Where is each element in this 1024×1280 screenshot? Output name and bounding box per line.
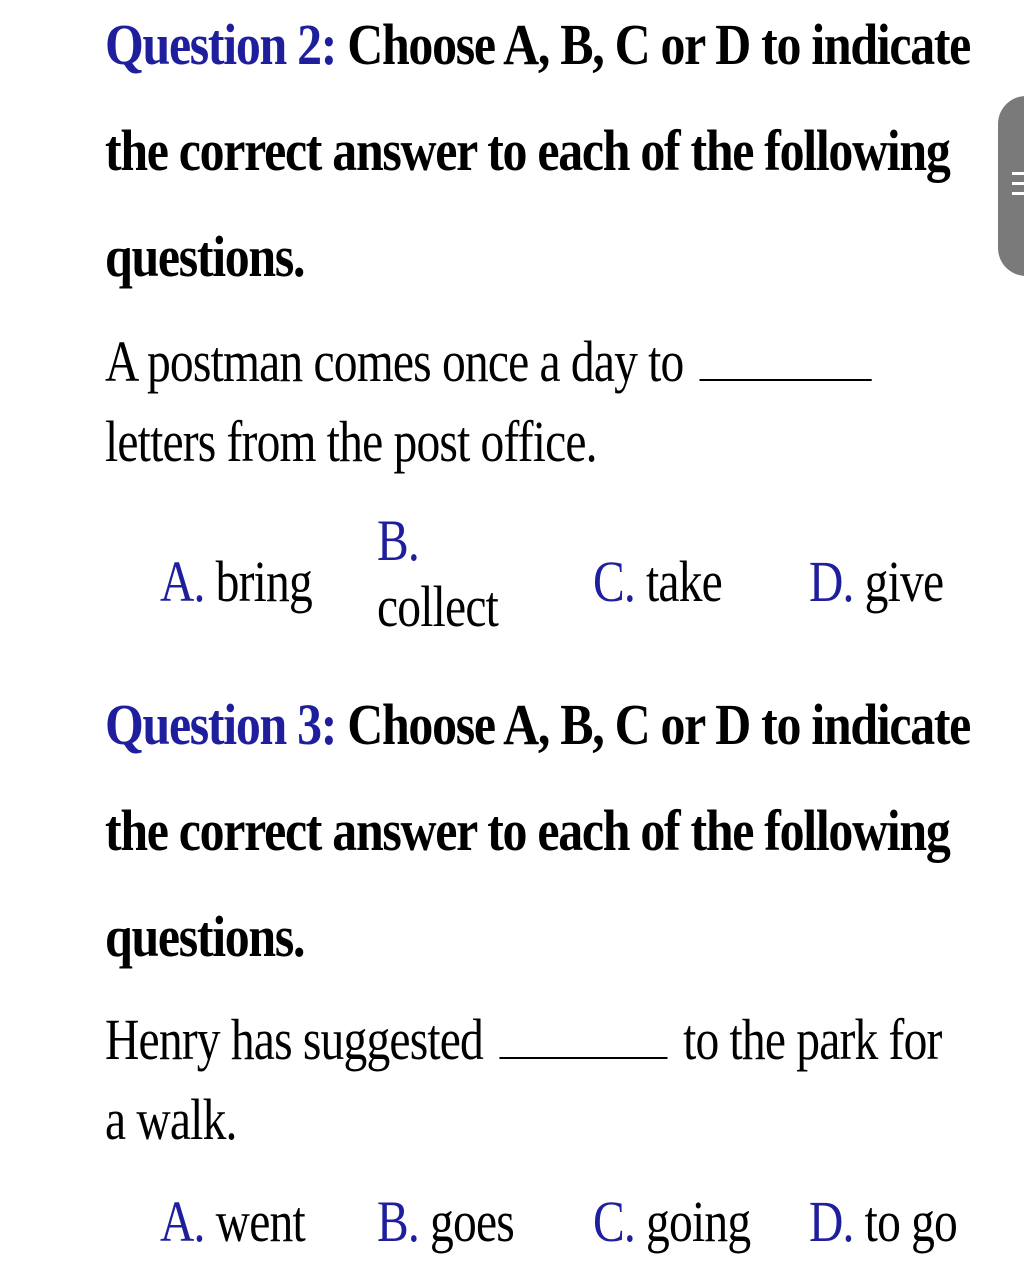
question-3-option-c[interactable]	[593, 1188, 750, 1255]
question-3-sentence-part1: Henry has suggested	[105, 1007, 484, 1072]
question-2-instruction-line2: the correct answer to each of the following	[105, 118, 950, 183]
question-3-heading	[105, 672, 974, 990]
question-3-option-a[interactable]	[160, 1188, 305, 1255]
question-2-option-c[interactable]	[593, 548, 722, 615]
option-text: take	[646, 549, 722, 614]
option-text: bring	[215, 549, 312, 614]
answer-blank	[499, 1013, 667, 1059]
question-2-instruction-line3: questions.	[105, 224, 305, 289]
grip-line-icon	[1012, 172, 1024, 175]
question-2-heading	[105, 0, 974, 310]
question-3-option-d[interactable]	[809, 1188, 957, 1255]
option-text: goes	[430, 1189, 514, 1254]
scroll-handle[interactable]	[998, 96, 1024, 276]
question-3-instruction-line3: questions.	[105, 904, 305, 969]
question-2-option-a[interactable]	[160, 548, 312, 615]
question-3-sentence	[105, 1000, 985, 1160]
question-3-option-b[interactable]	[377, 1188, 514, 1255]
question-3-sentence-part3: a walk.	[105, 1087, 237, 1152]
option-text: to go	[864, 1189, 958, 1254]
question-2-option-b[interactable]	[377, 508, 498, 640]
question-2-sentence-part1: A postman comes once a day to	[105, 329, 684, 394]
option-text: give	[864, 549, 944, 614]
question-3-sentence-part2: to the park for	[683, 1007, 942, 1072]
question-2-sentence	[105, 322, 985, 482]
question-2-sentence-part2: letters from the post office.	[105, 409, 597, 474]
question-3-instruction-line1: Choose A, B, C or D to indicate	[347, 692, 971, 757]
question-2-option-d[interactable]	[809, 548, 943, 615]
option-letter: B.	[377, 508, 419, 573]
option-letter: C.	[593, 1189, 635, 1254]
option-letter: A.	[160, 549, 205, 614]
option-text: going	[646, 1189, 751, 1254]
question-3-label: Question 3:	[105, 692, 337, 757]
grip-line-icon	[1012, 192, 1024, 195]
option-text: collect	[377, 574, 499, 639]
option-letter: C.	[593, 549, 635, 614]
question-2-instruction-line1: Choose A, B, C or D to indicate	[347, 12, 971, 77]
question-3	[105, 672, 985, 990]
question-2-label: Question 2:	[105, 12, 337, 77]
grip-line-icon	[1012, 182, 1024, 185]
option-letter: D.	[809, 1189, 854, 1254]
option-text: went	[215, 1189, 305, 1254]
answer-blank	[700, 335, 872, 381]
question-2	[105, 0, 985, 310]
question-3-instruction-line2: the correct answer to each of the following	[105, 798, 950, 863]
option-letter: D.	[809, 549, 854, 614]
option-letter: B.	[377, 1189, 419, 1254]
option-letter: A.	[160, 1189, 205, 1254]
